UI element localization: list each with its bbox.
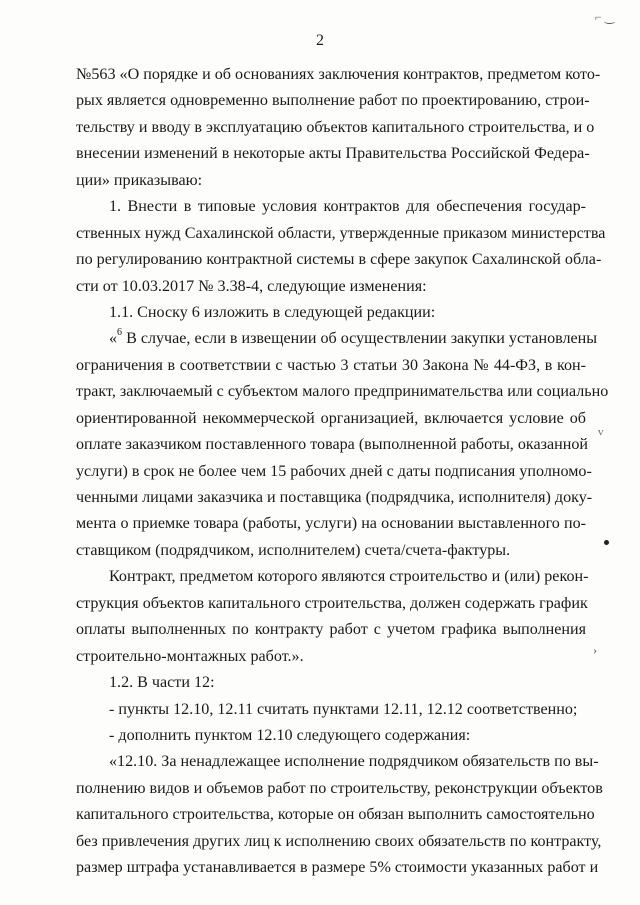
line-text: сти от 10.03.2017 № 3.38-4, следующие изменения: <box>76 277 427 295</box>
line-text: 1.1. Сноску 6 изложить в следующей редакции: <box>109 303 436 321</box>
text-line <box>76 776 603 802</box>
text-line <box>76 115 595 141</box>
text-line <box>76 326 598 352</box>
line-text: №563 «О порядке и об основаниях заключения контрактов, предметом кото- <box>76 66 601 83</box>
text-line <box>76 300 586 326</box>
text-line <box>76 62 601 88</box>
text-line <box>76 723 586 749</box>
page-number: 2 <box>316 32 324 49</box>
line-text: ограничения в соответствии с частью 3 статьи 30 Закона № 44-ФЗ, в кон- <box>76 356 586 374</box>
text-line <box>76 459 592 485</box>
line-text: без привлечения других лиц к исполнению своих обязательств по контракту, <box>76 832 602 850</box>
text-line <box>76 644 586 670</box>
line-text: строительно-монтажных работ.». <box>76 647 304 665</box>
footnote-marker: 6 <box>117 327 123 339</box>
line-text: тракт, заключаемый с субъектом малого предпринимательства или социально <box>76 383 609 401</box>
line-text: размер штрафа устанавливается в размере 5% стоимости указанных работ и <box>76 859 599 877</box>
line-text: струкция объектов капитального строительства, должен содержать график <box>76 594 588 612</box>
text-line <box>76 247 602 273</box>
scan-mark-icon: › <box>593 643 597 657</box>
text-line <box>76 802 595 828</box>
line-text: полнению видов и объемов работ по строительству, реконструкции объектов <box>76 779 603 797</box>
scan-dot-icon <box>604 540 609 545</box>
line-text: - дополнить пунктом 12.10 следующего содержания: <box>109 726 471 744</box>
line-text: ставщиком (подрядчиком, исполнителем) счета/счета-фактуры. <box>76 541 511 559</box>
text-line <box>76 485 593 511</box>
text-line <box>76 855 599 881</box>
line-text: ориентированной некоммерческой организацией, включается условие об <box>76 409 586 427</box>
text-line <box>76 538 586 564</box>
line-text: по регулированию контрактной системы в сфере закупок Сахалинской обла- <box>76 251 602 269</box>
line-text: оплате заказчиком поставленного товара (выполненной работы, оказанной <box>76 436 588 454</box>
line-text: услуги) в срок не более чем 15 рабочих дней с даты подписания уполномо- <box>76 462 592 480</box>
line-text: капитального строительства, которые он обязан выполнить самостоятельно <box>76 806 595 824</box>
text-line <box>76 829 602 855</box>
text-line <box>76 511 586 537</box>
line-text: тельству и вводу в эксплуатацию объектов капитального строительства, и о <box>76 118 595 136</box>
line-text-rest: В случае, если в извещении об осуществлении закупки установлены <box>122 330 598 348</box>
text-line <box>76 274 586 300</box>
line-text: оплаты выполненных по контракту работ с учетом графика выполнения <box>76 621 586 639</box>
line-text: ченными лицами заказчика и поставщика (подрядчика, исполнителя) доку- <box>76 489 593 506</box>
text-line <box>76 670 586 696</box>
text-line <box>76 749 599 775</box>
line-text: Контракт, предметом которого являются строительство и (или) рекон- <box>109 568 589 586</box>
text-line <box>76 88 590 114</box>
text-line <box>76 353 586 379</box>
text-line <box>76 194 586 220</box>
text-line <box>76 564 589 590</box>
text-line <box>76 697 586 723</box>
line-text: внесении изменений в некоторые акты Правительства Российской Федера- <box>76 145 590 163</box>
text-line <box>76 591 586 617</box>
document-body <box>76 62 609 882</box>
line-text: «12.10. За ненадлежащее исполнение подрядчиком обязательств по вы- <box>109 753 599 771</box>
line-text: - пункты 12.10, 12.11 считать пунктами 12.11, 12.12 соответственно; <box>109 700 578 718</box>
text-line <box>76 168 586 194</box>
scan-mark-icon: ⌐ ‿ <box>595 10 615 24</box>
scan-mark-icon: ⱽ <box>598 428 604 442</box>
text-line <box>76 617 586 643</box>
line-text: ственных нужд Сахалинской области, утвержденные приказом министерства <box>76 224 606 242</box>
text-line <box>76 141 590 167</box>
text-line <box>76 406 586 432</box>
line-text: ции» приказываю: <box>76 171 203 189</box>
text-line <box>76 221 606 247</box>
line-text: « <box>109 330 118 348</box>
text-line <box>76 379 609 405</box>
text-line <box>76 432 586 458</box>
line-text: 1.2. В части 12: <box>109 674 215 692</box>
line-text: рых является одновременно выполнение работ по проектированию, строи- <box>76 92 590 110</box>
line-text: 1. Внести в типовые условия контрактов для обеспечения государ- <box>109 198 586 216</box>
line-text: мента о приемке товара (работы, услуги) на основании выставленного по- <box>76 515 586 533</box>
